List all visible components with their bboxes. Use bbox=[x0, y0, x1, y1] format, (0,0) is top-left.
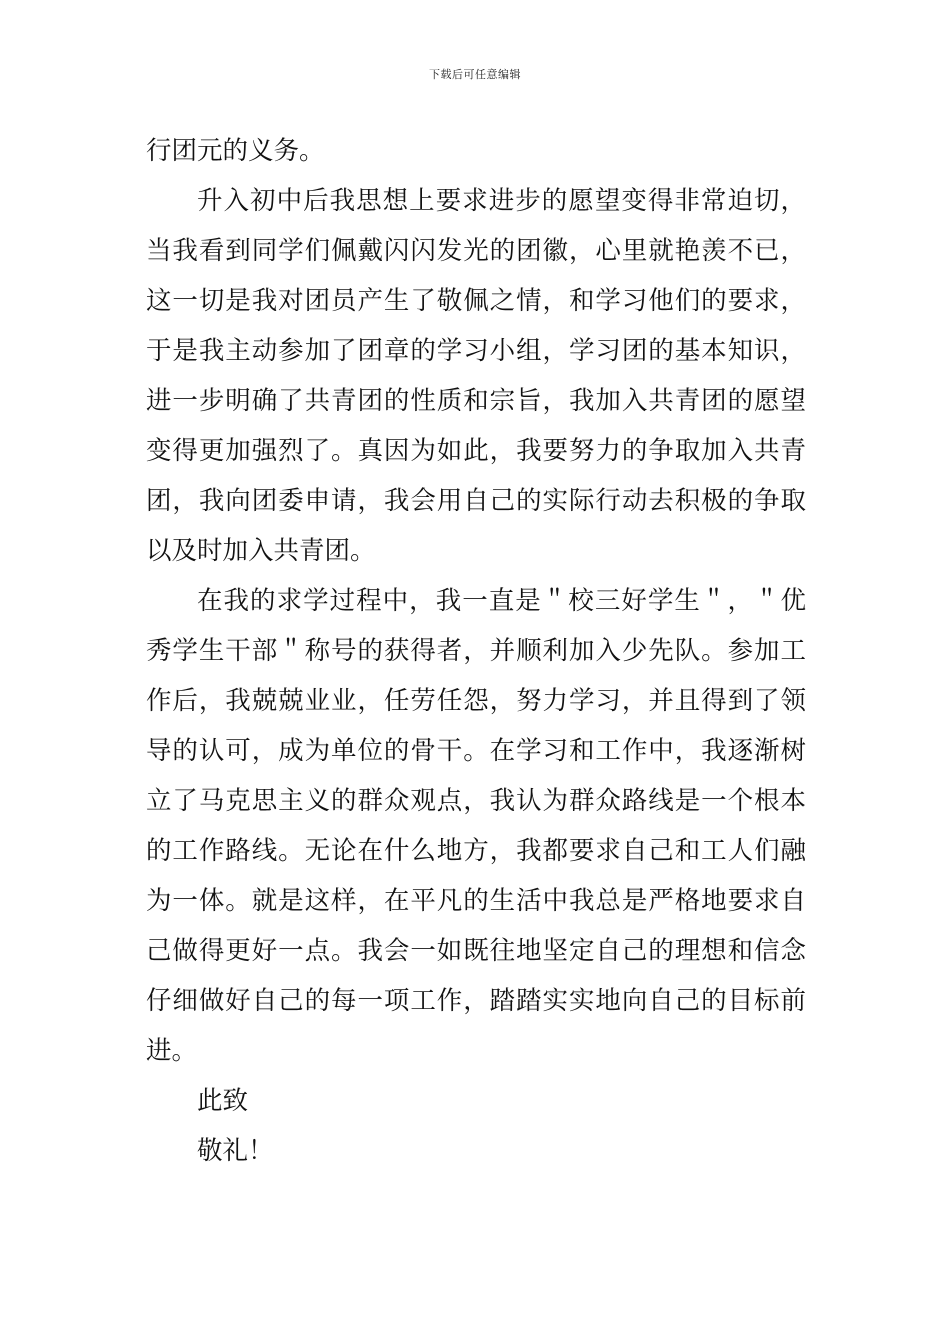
paragraph-2-line-5: 进一步明确了共青团的性质和宗旨，我加入共青团的愿望 bbox=[146, 386, 806, 416]
paragraph-2-line-3: 这一切是我对团员产生了敬佩之情，和学习他们的要求， bbox=[146, 286, 806, 316]
paragraph-3-line-8: 己做得更好一点。我会一如既往地坚定自己的理想和信念 bbox=[146, 936, 806, 966]
paragraph-3-line-10: 进。 bbox=[146, 1036, 198, 1066]
paragraph-3-line-9: 仔细做好自己的每一项工作，踏踏实实地向自己的目标前 bbox=[146, 986, 806, 1016]
paragraph-3-line-2: 秀学生干部＂称号的获得者，并顺利加入少先队。参加工 bbox=[146, 636, 806, 666]
paragraph-3-line-5: 立了马克思主义的群众观点，我认为群众路线是一个根本 bbox=[146, 786, 806, 816]
paragraph-2-line-1: 升入初中后我思想上要求进步的愿望变得非常迫切， bbox=[197, 186, 806, 216]
paragraph-1-line-1: 行团元的义务。 bbox=[146, 136, 325, 166]
paragraph-2-line-8: 以及时加入共青团。 bbox=[146, 536, 376, 566]
paragraph-2-line-2: 当我看到同学们佩戴闪闪发光的团徽，心里就艳羡不已， bbox=[146, 236, 806, 266]
letter-body bbox=[146, 126, 806, 1176]
closing-salutation: 此致 bbox=[197, 1086, 249, 1116]
paragraph-2-line-6: 变得更加强烈了。真因为如此，我要努力的争取加入共青 bbox=[146, 436, 806, 466]
paragraph-2-line-4: 于是我主动参加了团章的学习小组，学习团的基本知识， bbox=[146, 336, 806, 366]
paragraph-3-line-3: 作后，我兢兢业业，任劳任怨，努力学习，并且得到了领 bbox=[146, 686, 806, 716]
paragraph-3-line-6: 的工作路线。无论在什么地方，我都要求自己和工人们融 bbox=[146, 836, 806, 866]
paragraph-2-line-7: 团，我向团委申请，我会用自己的实际行动去积极的争取 bbox=[146, 486, 806, 516]
paragraph-3-line-1: 在我的求学过程中，我一直是＂校三好学生＂，＂优 bbox=[197, 586, 806, 616]
paragraph-3-line-4: 导的认可，成为单位的骨干。在学习和工作中，我逐渐树 bbox=[146, 736, 806, 766]
paragraph-3-line-7: 为一体。就是这样，在平凡的生活中我总是严格地要求自 bbox=[146, 886, 806, 916]
page-header: 下载后可任意编辑 bbox=[429, 68, 521, 81]
closing-regards: 敬礼！ bbox=[197, 1136, 274, 1166]
